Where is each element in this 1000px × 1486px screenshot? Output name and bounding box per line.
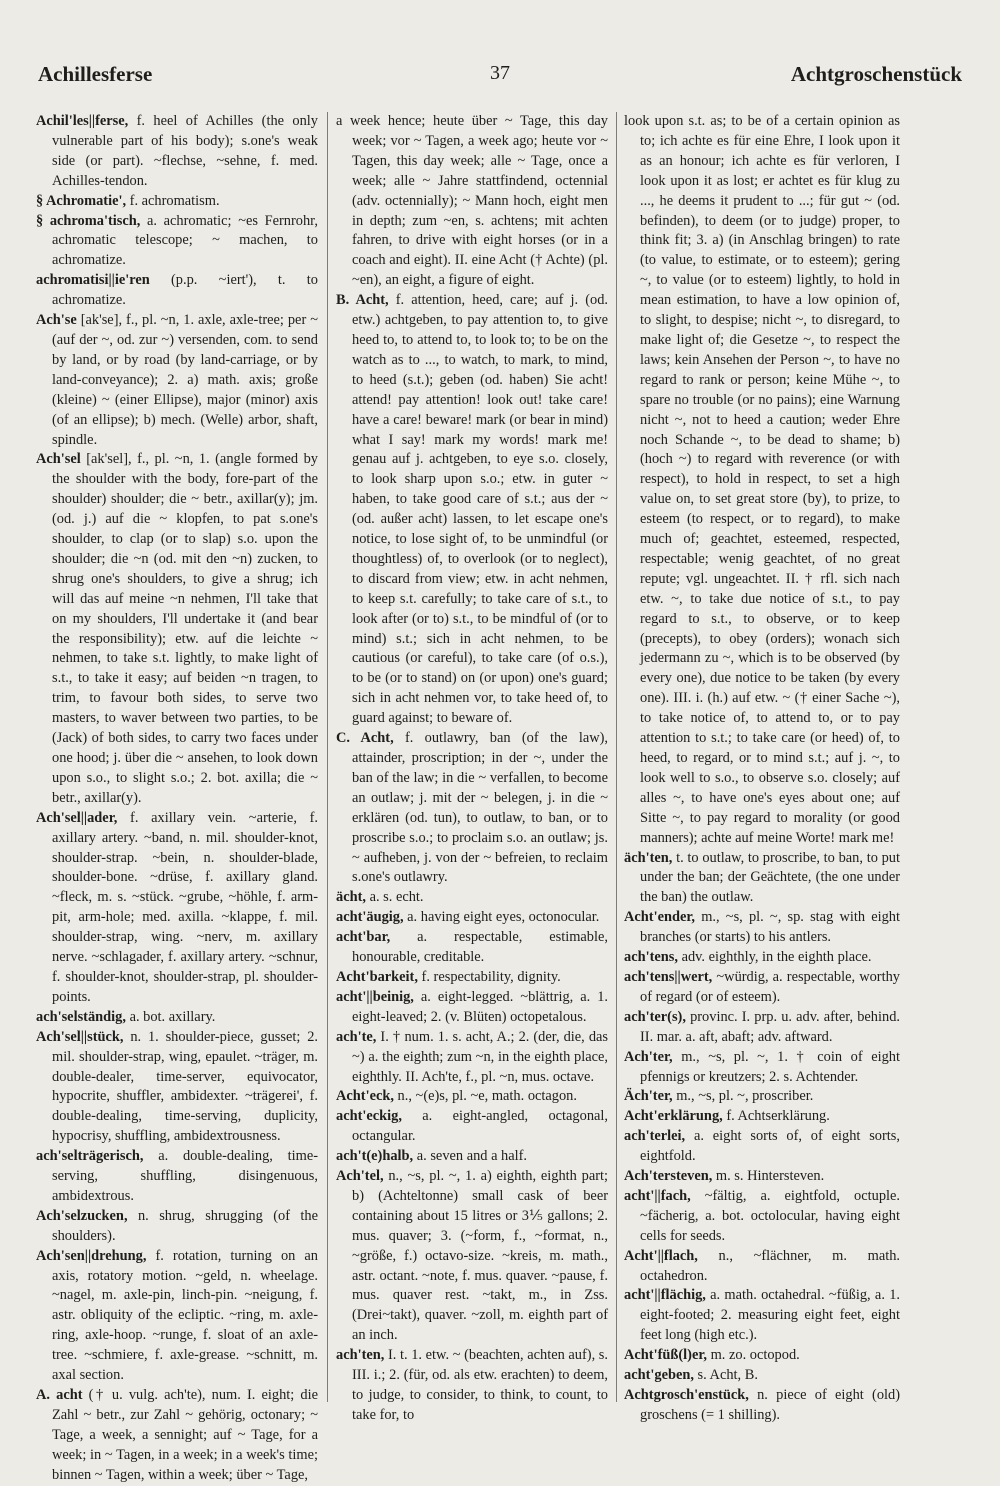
dictionary-entry	[36, 1386, 318, 1486]
entry-headword: Äch'ter,	[624, 1088, 673, 1105]
entry-definition: I. t. 1. etw. ~ (beachten, achten auf), s. III. i.; 2. (für, od. als etw. erachten) to deem, to judge, to consider, to think, to count, to take for, to	[352, 1347, 608, 1423]
dictionary-entry	[36, 271, 318, 311]
entry-definition: m. zo. octopod.	[707, 1347, 800, 1364]
dictionary-entry	[336, 1107, 608, 1147]
entry-definition: m. s. Hintersteven.	[712, 1168, 825, 1185]
dictionary-entry	[624, 112, 900, 849]
dictionary-entry	[624, 1107, 900, 1127]
entry-definition: a week hence; heute über ~ Tage, this day week; vor ~ Tagen, a week ago; heute vor ~ Tagen, this day week; alle ~ Tage, once a week; alle ~ Jahre stattfindend, octennial (adv. octennially); ~ Mann hoch, eight men in depth; zum ~en, s. achtens; mit achten fahren, to drive with eight horses (or in a coach and eight). II. eine Acht († Achte) (pl. ~en), an eight, a figure of eight.	[336, 113, 608, 289]
entry-definition: n., ~flächner, m. math. octahedron.	[640, 1247, 900, 1284]
entry-headword: § Achromatie',	[36, 192, 127, 209]
entry-headword: Ach'sel	[36, 451, 81, 468]
entry-headword: acht'||beinig,	[336, 988, 414, 1005]
entry-definition: a. eight sorts of, of eight sorts, eightfold.	[640, 1128, 900, 1165]
entry-headword: acht'||fach,	[624, 1187, 691, 1204]
entry-headword: acht'bar,	[336, 929, 391, 946]
dictionary-entry	[36, 311, 318, 450]
entry-headword: achromatisi||ie'ren	[36, 272, 150, 289]
entry-definition: a. achromatic; ~es Fernrohr, achromatic telescope; ~ machen, to achromatize.	[52, 212, 318, 269]
column-divider	[327, 112, 328, 1402]
entry-headword: äch'ten,	[624, 849, 673, 866]
entry-headword: Acht'barkeit,	[336, 968, 418, 985]
entry-headword: ach'tens,	[624, 949, 678, 966]
entry-headword: Ach'tersteven,	[624, 1168, 713, 1185]
dictionary-entry	[624, 1048, 900, 1088]
page-number: 37	[490, 62, 510, 84]
entry-definition: ~würdig, a. respectable, worthy of regard (or of esteem).	[640, 968, 900, 1005]
entry-definition: t. to outlaw, to proscribe, to ban, to put under the ban; der Geächtete, (the one under the ban) the outlaw.	[640, 849, 900, 906]
dictionary-entry	[624, 1366, 900, 1386]
entry-headword: Achil'les||ferse,	[36, 113, 129, 129]
dictionary-entry	[624, 1187, 900, 1247]
entry-definition: [ak'se], f., pl. ~n, 1. axle, axle-tree; per ~ (auf der ~, od. zur ~) versenden, com. to send by land, or by road (by land-carriage, or by land-conveyance); 2. a) math. axis; große (kleine) ~ (einer Ellipse), major (minor) axis (of an ellipse); b) mech. (Welle) arbor, shaft, spindle.	[52, 312, 318, 448]
entry-headword: Ach'sel||stück,	[36, 1028, 124, 1045]
entry-definition: f. respectability, dignity.	[417, 968, 561, 985]
entry-definition: a. bot. axillary.	[125, 1008, 216, 1025]
entry-headword: C. Acht,	[336, 730, 394, 747]
entry-headword: Ach'selzucken,	[36, 1207, 128, 1224]
entry-headword: Acht'füß(l)er,	[624, 1347, 708, 1364]
entry-definition: (p.p. ~iert'), t. to achromatize.	[52, 272, 318, 309]
entry-headword: acht'eckig,	[336, 1108, 402, 1125]
dictionary-entry	[36, 112, 318, 192]
entry-headword: Acht'||flach,	[624, 1247, 698, 1264]
dictionary-entry	[336, 1346, 608, 1426]
entry-headword: acht'||flächig,	[624, 1287, 706, 1304]
dictionary-column-2	[336, 112, 608, 1423]
entry-definition: look upon s.t. as; to be of a certain opinion as to; ich achte es für eine Ehre, I look upon it as an honour; ich achte es für verloren, I look upon it as lost; er achtet es für klug zu ..., he deems it prudent to ...; für gut ~ (od. befinden), to deem (or to judge) proper, to think fit; 3. a) (in Anschlag bringen) to rate (to value, to estimate, or to esteem); gering ~, to value (or to esteem) lightly, to hold in mean estimation, to have a low opinion of, to slight, to despise; nicht ~, to disregard, to make light of; die Gesetze ~, to respect the laws; kein Ansehen der Person ~, to have no regard to rank or person; keine Mühe ~, to spare no trouble (or no pains); eine Warnung nicht ~, not to heed a caution; weder Ehre noch Schande ~, to be dead to shame; b) (hoch ~) to regard with reverence (or with respect), to hold in respect, to set a high value on, to set great store (by), to prize, to esteem (to respect, or to regard), to make much of; geachtet, esteemed, respected, respectable; wenig geachtet, of no great repute; vgl. ungeachtet. II. † rfl. sich nach etw. ~, to take due notice of s.t., to pay regard to s.t., to observe, or to keep (precepts), to obey (orders); wonach sich jedermann zu ~, which is to be observed (by every one), due notice to be taken (by every one). III. i. (h.) auf etw. ~ († einer Sache ~), to take notice of, to attend to, or to pay attention to s.t.; to take care (or heed) of, to heed, to regard, or to mind s.t.; auf j. ~, to look well to s.o., to observe s.o. closely; auf alles ~, to have one's eyes about one; auf Sitte ~, to pay regard to morality (or good manners); achte auf meine Worte! mark me!	[624, 113, 900, 846]
entry-headword: § achroma'tisch,	[36, 212, 141, 229]
entry-headword: ach'te,	[336, 1028, 377, 1045]
entry-definition: a. having eight eyes, octonocular.	[403, 909, 600, 926]
dictionary-entry	[336, 908, 608, 928]
entry-definition: m., ~s, pl. ~, proscriber.	[672, 1088, 814, 1105]
entry-definition: a. eight-legged. ~blättrig, a. 1. eight-leaved; 2. (v. Blüten) octopetalous.	[352, 988, 608, 1025]
header-left-catchword: Achillesferse	[38, 62, 153, 86]
entry-headword: ach'terlei,	[624, 1128, 686, 1145]
dictionary-entry	[624, 1008, 900, 1048]
dictionary-entry	[36, 1247, 318, 1386]
entry-headword: ach'ten,	[336, 1347, 385, 1364]
dictionary-entry	[624, 1386, 900, 1426]
entry-headword: Ach'sen||drehung,	[36, 1247, 147, 1264]
entry-headword: ach'selständig,	[36, 1008, 126, 1025]
entry-definition: m., ~s, pl. ~, 1. † coin of eight pfennigs or kreutzers; 2. s. Achtender.	[640, 1048, 900, 1085]
dictionary-entry	[624, 1346, 900, 1366]
dictionary-entry	[336, 729, 608, 888]
entry-headword: Ach'ter,	[624, 1048, 673, 1065]
entry-definition: f. attention, heed, care; auf j. (od. etw.) achtgeben, to pay attention to, to give heed to, to attend to, to look to; to be on the watch as to ..., to watch, to mark, to mind, to heed (s.t.); geben (od. haben) Sie acht! attend! pay attention! look out! take care! have a care! beware! mark (or bear in mind) what I say! mark my words! mark me! genau auf j. achtgeben, to eye s.o. closely, to look sharp upon s.o.; etw. in guter ~ haben, to take good care of s.t.; aus der ~ (od. außer acht) lassen, to let escape one's notice, to lose sight of, to be unmindful (or thoughtless) of, to overlook (or to neglect), to discard from view; etw. in acht nehmen, to keep s.t. carefully; to take care of s.t., to look after (or to) s.t., to be mindful of (or to mind) s.t.; sich in acht nehmen, to be cautious (or careful), to take care (of o.s.), to be (or to stand) on (or upon) one's guard; sich in acht nehmen vor, to take heed of, to guard against; to beware of.	[352, 292, 608, 727]
entry-definition: adv. eighthly, in the eighth place.	[677, 949, 872, 966]
entry-definition: provinc. I. prp. u. adv. after, behind. II. mar. a. aft, abaft; adv. aftward.	[640, 1008, 900, 1045]
entry-definition: a. math. octahedral. ~füßig, a. 1. eight-footed; 2. measuring eight feet, eight feet long (high etc.).	[640, 1287, 900, 1344]
dictionary-entry	[336, 112, 608, 291]
dictionary-column-3	[624, 112, 900, 1423]
page-header	[38, 62, 962, 90]
entry-definition: n., ~s, pl. ~, 1. a) eighth, eighth part; b) (Achteltonne) small cask of beer containing about 15 litres or 3⅕ gallons; 2. mus. quaver; 3. (~form, f., ~format, n., ~größe, f.) octavo-size. ~kreis, m. math., astr. octant. ~note, f. mus. quaver. ~pause, f. mus. quaver rest. ~takt, m., in Zss. (Drei~takt), quaver. ~zoll, m. eighth part of an inch.	[352, 1168, 608, 1344]
dictionary-entry	[336, 988, 608, 1028]
dictionary-entry	[624, 908, 900, 948]
entry-definition: [ak'sel], f., pl. ~n, 1. (angle formed by the shoulder with the body, fore-part of the shoulder) shoulder; die ~ betr., axillar(y); jm. (od. j.) auf die ~ klopfen, to pat s.one's shoulder, to clap (or to slap) s.o. upon the shoulder; die ~n (od. mit den ~n) zucken, to shrug one's shoulders, to give a shrug; ich will das auf meine ~n nehmen, I'll take that on my shoulders, I'll undertake it (and bear the responsibility); etw. auf die leichte ~ nehmen, to take s.t. lightly, to make light of s.t., to take it easy; auf beiden ~n tragen, to trim, to favour both sides, to serve two masters, to waver between two parties, to be (Jack) of both sides, to carry two faces under one hood; j. über die ~ ansehen, to look down upon s.o., to slight s.o.; 2. bot. axilla; die ~ betr., axillar(y).	[52, 451, 318, 806]
dictionary-entry	[36, 1028, 318, 1147]
entry-headword: ach'selträgerisch,	[36, 1148, 144, 1165]
entry-headword: Acht'ender,	[624, 909, 696, 926]
dictionary-entry	[336, 1087, 608, 1107]
entry-definition: n., ~(e)s, pl. ~e, math. octagon.	[393, 1088, 577, 1105]
dictionary-entry	[336, 1167, 608, 1346]
entry-definition: s. Acht, B.	[693, 1367, 758, 1384]
entry-definition: f. heel of Achilles (the only vulnerable part of his body); s.one's weak side (or part). ~flechse, ~sehne, f. med. Achilles-tendon.	[52, 113, 318, 189]
dictionary-entry	[36, 1008, 318, 1028]
dictionary-entry	[624, 1286, 900, 1346]
dictionary-entry	[336, 1147, 608, 1167]
entry-headword: B. Acht,	[336, 292, 389, 309]
dictionary-entry	[624, 1247, 900, 1287]
dictionary-entry	[36, 809, 318, 1008]
entry-headword: ach'tens||wert,	[624, 968, 713, 985]
dictionary-entry	[336, 888, 608, 908]
entry-definition: m., ~s, pl. ~, sp. stag with eight branches (or starts) to his antlers.	[640, 909, 900, 946]
entry-definition: a. seven and a half.	[413, 1148, 528, 1165]
header-right-catchword: Achtgroschenstück	[790, 62, 962, 86]
entry-definition: I. † num. 1. s. acht, A.; 2. (der, die, das ~) a. the eighth; zum ~n, in the eighth place, eighthly. II. Ach'te, f., pl. ~n, mus. octave.	[352, 1028, 608, 1085]
dictionary-entry	[336, 928, 608, 968]
dictionary-entry	[624, 1087, 900, 1107]
entry-definition: († u. vulg. ach'te), num. I. eight; die Zahl ~ betr., zur Zahl ~ gehörig, octonary; ~ Tage, a week, a sennight; auf ~ Tage, for a week; in ~ Tagen, in a week; in a week's time; binnen ~ Tagen, within a week; über ~ Tage,	[52, 1387, 318, 1483]
entry-headword: ach'ter(s),	[624, 1008, 686, 1025]
entry-headword: A. acht	[36, 1387, 83, 1403]
entry-headword: Ach'tel,	[336, 1168, 384, 1185]
entry-headword: Acht'erklärung,	[624, 1108, 723, 1125]
entry-definition: f. rotation, turning on an axis, rotatory motion. ~geld, n. wheelage. ~nagel, m. axle-pin, linch-pin. ~neigung, f. astr. obliquity of the ecliptic. ~ring, m. axle-ring, axle-hoop. ~runge, f. sloat of an axle-tree. ~schmiere, f. axle-grease. ~schnitt, m. axal section.	[52, 1247, 318, 1384]
entry-headword: ächt,	[336, 889, 366, 906]
entry-definition: f. Achtserklärung.	[722, 1108, 830, 1125]
column-divider	[616, 112, 617, 1402]
dictionary-entry	[336, 1028, 608, 1088]
dictionary-entry	[36, 212, 318, 272]
dictionary-entry	[36, 192, 318, 212]
dictionary-entry	[624, 948, 900, 968]
dictionary-entry	[36, 450, 318, 808]
entry-definition: n. piece of eight (old) groschens (= 1 shilling).	[640, 1387, 900, 1423]
entry-headword: Ach'sel||ader,	[36, 809, 118, 826]
dictionary-entry	[624, 849, 900, 909]
dictionary-column-1	[36, 112, 318, 1483]
entry-definition: n. 1. shoulder-piece, gusset; 2. mil. shoulder-strap, wing, epaulet. ~träger, m. double-dealer, time-server, equivocator, hypocrite, shuffler, ambidexter. ~trägerei', f. double-dealing, time-serving, duplicity, hypocrisy, shuffling, ambidextrousness.	[52, 1028, 318, 1145]
entry-definition: ~fältig, a. eightfold, octuple. ~fächerig, a. bot. octolocular, having eight cells for seeds.	[640, 1187, 900, 1244]
dictionary-entry	[336, 968, 608, 988]
entry-definition: n. shrug, shrugging (of the shoulders).	[52, 1207, 318, 1244]
entry-headword: Acht'eck,	[336, 1088, 394, 1105]
entry-definition: a. s. echt.	[365, 889, 424, 906]
entry-headword: Ach'se	[36, 312, 77, 329]
dictionary-entry	[624, 968, 900, 1008]
entry-headword: Achtgrosch'enstück,	[624, 1387, 749, 1403]
entry-headword: ach't(e)halb,	[336, 1148, 414, 1165]
entry-definition: f. outlawry, ban (of the law), attainder, proscription; in der ~, under the ban of the law; in die ~ verfallen, to become an outlaw; j. mit der ~ belegen, j. in die ~ erklären (od. tun), to outlaw, to ban, or to proscribe s.o.; to proclaim s.o. an outlaw; js. ~ aufheben, j. von der ~ befreien, to reclaim s.one's outlawry.	[352, 730, 608, 886]
dictionary-entry	[624, 1167, 900, 1187]
entry-definition: a. double-dealing, time-serving, shuffling, disingenuous, ambidextrous.	[52, 1148, 318, 1204]
dictionary-entry	[36, 1147, 318, 1207]
entry-headword: acht'geben,	[624, 1367, 694, 1384]
entry-definition: f. axillary vein. ~arterie, f. axillary artery. ~band, n. mil. shoulder-knot, shoulder-strap. ~bein, n. shoulder-blade, shoulder-bone. ~drüse, f. axillary gland. ~fleck, m. s. ~stück. ~grube, ~höhle, f. arm-pit, arm-hole; med. axilla. ~klappe, f. mil. shoulder-strap, wing. ~nerv, m. axillary nerve. ~schlagader, f. axillary artery. ~schnur, f. shoulder-knot, shoulder-strap, pl. shoulder-points.	[52, 809, 318, 1005]
entry-definition: a. respectable, estimable, honourable, creditable.	[352, 929, 608, 966]
entry-headword: acht'äugig,	[336, 909, 404, 926]
dictionary-entry	[336, 291, 608, 729]
dictionary-entry	[36, 1207, 318, 1247]
dictionary-entry	[624, 1127, 900, 1167]
entry-definition: f. achromatism.	[126, 192, 220, 209]
entry-definition: a. eight-angled, octagonal, octangular.	[352, 1108, 608, 1145]
